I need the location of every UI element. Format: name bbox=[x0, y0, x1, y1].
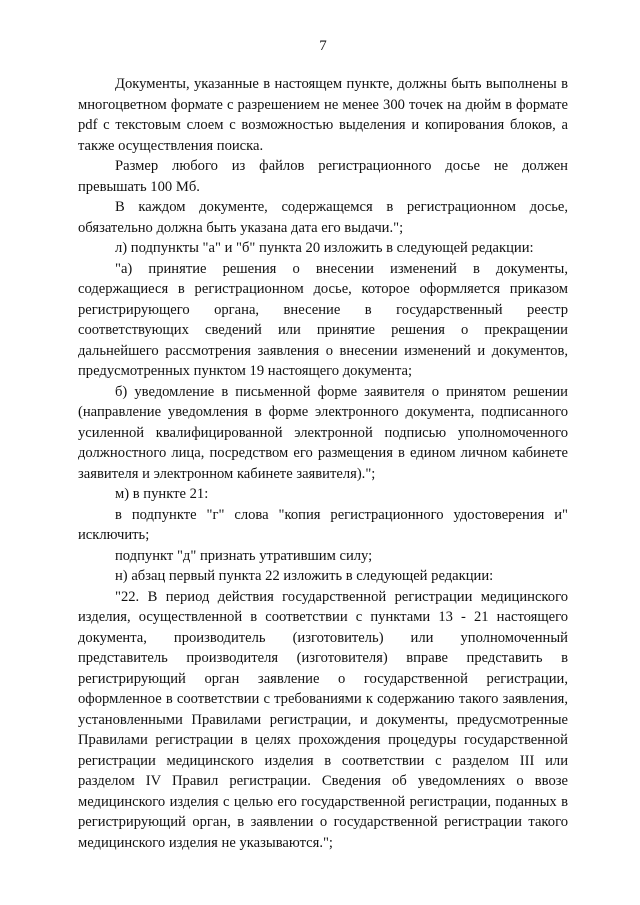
paragraph-file-size: Размер любого из файлов регистрационного досье не должен превышать 100 Мб. bbox=[78, 158, 568, 195]
paragraph-subitem-a: "а) принятие решения о внесении изменений в документы, содержащиеся в регистрационном досье, которое оформляется приказом регистрирующего органа, внесение в государственный реестр соответствующих сведений или принятие решения о прекращении дальнейшего рассмотрения заявления о внесении изменений и документов, предусмотренных пунктом 19 настоящего документа; bbox=[78, 260, 568, 379]
document-page bbox=[78, 36, 568, 853]
paragraph-subitem-b: б) уведомление в письменной форме заявителя о принятом решении (направление уведомления в форме электронного документа, подписанного усиленной квалифицированной электронной подписью уполномоченного должностного лица, посредством его размещения в едином личном кабинете заявителя и электронном кабинете заявителя)."; bbox=[78, 383, 568, 482]
paragraph-format-requirements: Документы, указанные в настоящем пункте, должны быть выполнены в многоцветном формате с разрешением не менее 300 точек на дюйм в формате pdf с текстовым слоем с возможностью выделения и копирования блоков, а также осуществления поиска. bbox=[78, 76, 568, 154]
paragraph-subitem-d: подпункт "д" признать утратившим силу; bbox=[115, 547, 373, 564]
paragraph-subitem-g: в подпункте "г" слова "копия регистрационного удостоверения и" исключить; bbox=[78, 506, 568, 543]
paragraph-item-n: н) абзац первый пункта 22 изложить в следующей редакции: bbox=[115, 568, 494, 584]
page-number: 7 bbox=[319, 38, 327, 54]
paragraph-point-22: "22. В период действия государственной регистрации медицинского изделия, осуществленной в соответствии с пунктами 13 - 21 настоящего документа, производитель (изготовитель) или уполномоченный представитель производителя (изготовителя) вправе представить в регистрирующий орган заявление о государственной регистрации, оформленное в соответствии с требованиями к содержанию такого заявления, установленными Правилами регистрации, и документы, предусмотренные Правилами регистрации в целях прохождения процедуры государственной регистрации медицинского изделия в соответствии с разделом III или разделом IV Правил регистрации. Сведения об уведомлениях о ввозе медицинского изделия с целью его государственной регистрации, поданных в регистрирующий орган, в заявлении о государственной регистрации такого медицинского изделия не указываются."; bbox=[78, 588, 568, 851]
paragraph-issue-date: В каждом документе, содержащемся в регистрационном досье, обязательно должна быть указана дата его выдачи."; bbox=[78, 199, 568, 236]
paragraph-item-l: л) подпункты "а" и "б" пункта 20 изложить в следующей редакции: bbox=[115, 240, 534, 256]
paragraph-item-m: м) в пункте 21: bbox=[115, 486, 209, 502]
